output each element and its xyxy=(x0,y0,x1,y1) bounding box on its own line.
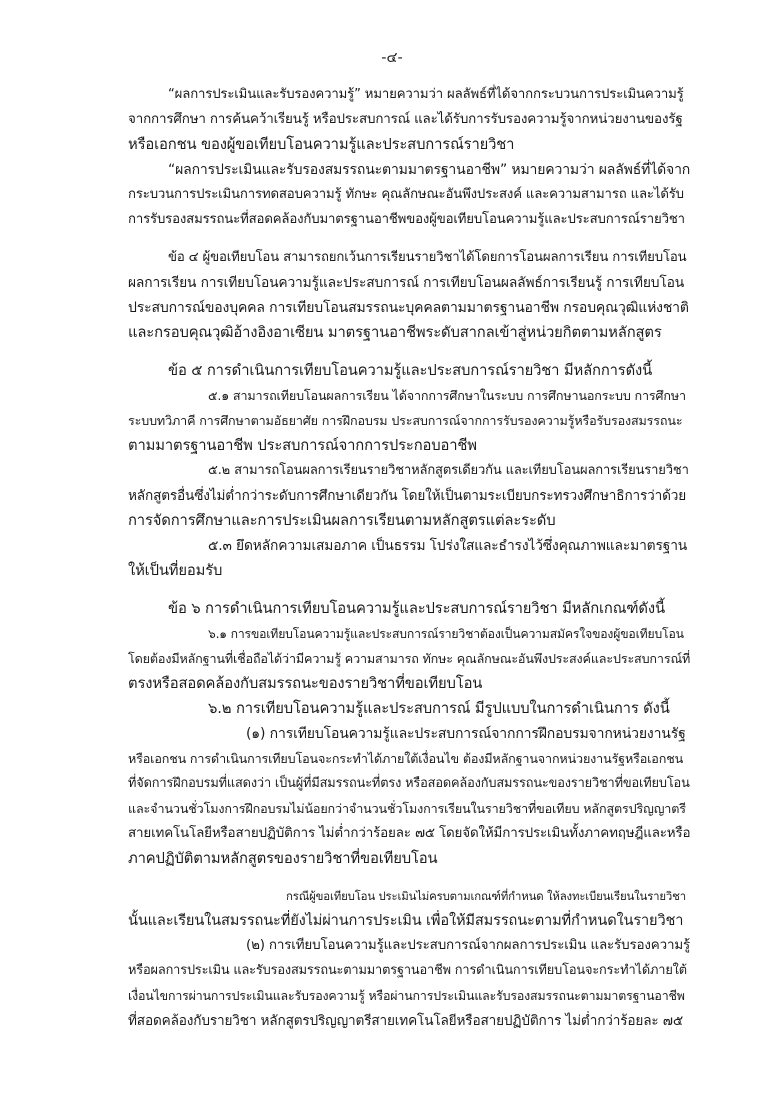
paragraph-line: ผลการเรียน การเทียบโอนความรู้และประสบการณ์ การเทียบโอนผลลัพธ์การเรียนรู้ การเทียบโอน xyxy=(128,275,685,291)
section-heading-line: ข้อ ๖ การดำเนินการเทียบโอนความรู้และประสบการณ์รายวิชา มีหลักเกณฑ์ดังนี้ xyxy=(168,600,665,617)
paragraph-line: ประสบการณ์ของบุคคล การเทียบโอนสมรรถนะบุคคลตามมาตรฐานอาชีพ กรอบคุณวุฒิแห่งชาติ xyxy=(128,300,689,316)
paragraph-line: นั้นและเรียนในสมรรถนะที่ยังไม่ผ่านการประเมิน เพื่อให้มีสมรรถนะตามที่กำหนดในรายวิชา xyxy=(128,912,684,929)
paragraph-line: ๕.๓ ยึดหลักความเสมอภาค เป็นธรรม โปร่งใสและธำรงไว้ซึ่งคุณภาพและมาตรฐาน xyxy=(208,538,688,554)
paragraph-line: ตามมาตรฐานอาชีพ ประสบการณ์จากการประกอบอาชีพ xyxy=(128,437,477,454)
paragraph-line: ข้อ ๔ ผู้ขอเทียบโอน สามารถยกเว้นการเรียนรายวิชาได้โดยการโอนผลการเรียน การเทียบโอน xyxy=(168,250,687,265)
paragraph-line: จากการศึกษา การค้นคว้าเรียนรู้ หรือประสบการณ์ และได้รับการรับรองความรู้จากหน่วยงานของรัฐ xyxy=(128,112,683,127)
paragraph-line: ๕.๑ สามารถเทียบโอนผลการเรียน ได้จากการศึกษาในระบบ การศึกษานอกระบบ การศึกษา xyxy=(208,388,686,403)
paragraph-line: โดยต้องมีหลักฐานที่เชื่อถือได้ว่ามีความรู้ ความสามารถ ทักษะ คุณลักษณะอันพึงประสงค์และประสบการณ์ที่ xyxy=(128,651,691,666)
paragraph-line: “ผลการประเมินและรับรองความรู้” หมายความว่า ผลลัพธ์ที่ได้จากกระบวนการประเมินความรู้ xyxy=(168,87,684,102)
paragraph-line: (๒) การเทียบโอนความรู้และประสบการณ์จากผลการประเมิน และรับรองความรู้ xyxy=(246,938,691,953)
paragraph-line: ระบบทวิภาคี การศึกษาตามอัธยาศัย การฝึกอบรม ประสบการณ์จากการรับรองความรู้หรือรับรองสมรรถนะ xyxy=(128,413,683,428)
paragraph-line: และกรอบคุณวุฒิอ้างอิงอาเซียน มาตรฐานอาชีพระดับสากลเข้าสู่หน่วยกิตตามหลักสูตร xyxy=(128,324,662,341)
paragraph-line: ตรงหรือสอดคล้องกับสมรรถนะของรายวิชาที่ขอเทียบโอน xyxy=(128,675,483,692)
paragraph-line: ให้เป็นที่ยอมรับ xyxy=(128,562,223,579)
paragraph-line: “ผลการประเมินและรับรองสมรรถนะตามมาตรฐานอาชีพ” หมายความว่า ผลลัพธ์ที่ได้จาก xyxy=(168,162,691,178)
section-heading-line: ข้อ ๕ การดำเนินการเทียบโอนความรู้และประสบการณ์รายวิชา มีหลักการดังนี้ xyxy=(168,362,653,379)
paragraph-line: หรือเอกชน ของผู้ขอเทียบโอนความรู้และประสบการณ์รายวิชา xyxy=(128,136,515,153)
paragraph-line: กรณีผู้ขอเทียบโอน ประเมินไม่ครบตามเกณฑ์ที่กำหนด ให้ลงทะเบียนเรียนในรายวิชา xyxy=(286,889,687,903)
paragraph-line: (๑) การเทียบโอนความรู้และประสบการณ์จากการฝึกอบรมจากหน่วยงานรัฐ xyxy=(246,726,686,742)
paragraph-line: ๖.๒ การเทียบโอนความรู้และประสบการณ์ มีรูปแบบในการดำเนินการ ดังนี้ xyxy=(208,700,670,717)
paragraph-line: ภาคปฏิบัติตามหลักสูตรของรายวิชาที่ขอเทียบโอน xyxy=(128,850,438,867)
paragraph-line: ๕.๒ สามารถโอนผลการเรียนรายวิชาหลักสูตรเดียวกัน และเทียบโอนผลการเรียนรายวิชา xyxy=(208,463,689,478)
paragraph-line: สายเทคโนโลยีหรือสายปฏิบัติการ ไม่ต่ำกว่าร้อยละ ๗๕ โดยจัดให้มีการประเมินทั้งภาคทฤษฎีและหรือ xyxy=(128,826,691,841)
paragraph-line: และจำนวนชั่วโมงการฝึกอบรมไม่น้อยกว่าจำนวนชั่วโมงการเรียนในรายวิชาที่ขอเทียบ หลักสูตรปริญญาตรี xyxy=(128,801,686,816)
paragraph-line: หรือเอกชน การดำเนินการเทียบโอนจะกระทำได้ภายใต้เงื่อนไข ต้องมีหลักฐานจากหน่วยงานรัฐหรือเอกชน xyxy=(128,751,684,766)
paragraph-line: ที่จัดการฝึกอบรมที่แสดงว่า เป็นผู้ที่มีสมรรถนะที่ตรง หรือสอดคล้องกับสมรรถนะของรายวิชาที่ขอเทียบโอน xyxy=(128,776,690,791)
paragraph-line: ๖.๑ การขอเทียบโอนความรู้และประสบการณ์รายวิชาต้องเป็นความสมัครใจของผู้ขอเทียบโอน xyxy=(208,627,684,641)
paragraph-line: หรือผลการประเมิน และรับรองสมรรถนะตามมาตรฐานอาชีพ การดำเนินการเทียบโอนจะกระทำได้ภายใต้ xyxy=(128,963,687,978)
paragraph-line: เงื่อนไขการผ่านการประเมินและรับรองความรู้ หรือผ่านการประเมินและรับรองสมรรถนะตามมาตรฐานอาชีพ xyxy=(128,988,685,1003)
paragraph-line: กระบวนการประเมินการทดสอบความรู้ ทักษะ คุณลักษณะอันพึงประสงค์ และความสามารถ และได้รับ xyxy=(128,187,684,202)
paragraph-line: การจัดการศึกษาและการประเมินผลการเรียนตามหลักสูตรแต่ละระดับ xyxy=(128,512,556,529)
page-number: -๔- xyxy=(381,50,403,66)
paragraph-line: หลักสูตรอื่นซึ่งไม่ต่ำกว่าระดับการศึกษาเดียวกัน โดยให้เป็นตามระเบียบกระทรวงศึกษาธิการว่าด้วย xyxy=(128,488,687,504)
paragraph-line: ที่สอดคล้องกับรายวิชา หลักสูตรปริญญาตรีสายเทคโนโลยีหรือสายปฏิบัติการ ไม่ต่ำกว่าร้อยละ ๗๕ xyxy=(128,1013,683,1029)
paragraph-line: การรับรองสมรรถนะที่สอดคล้องกับมาตรฐานอาชีพของผู้ขอเทียบโอนความรู้และประสบการณ์รายวิชา xyxy=(128,212,685,227)
